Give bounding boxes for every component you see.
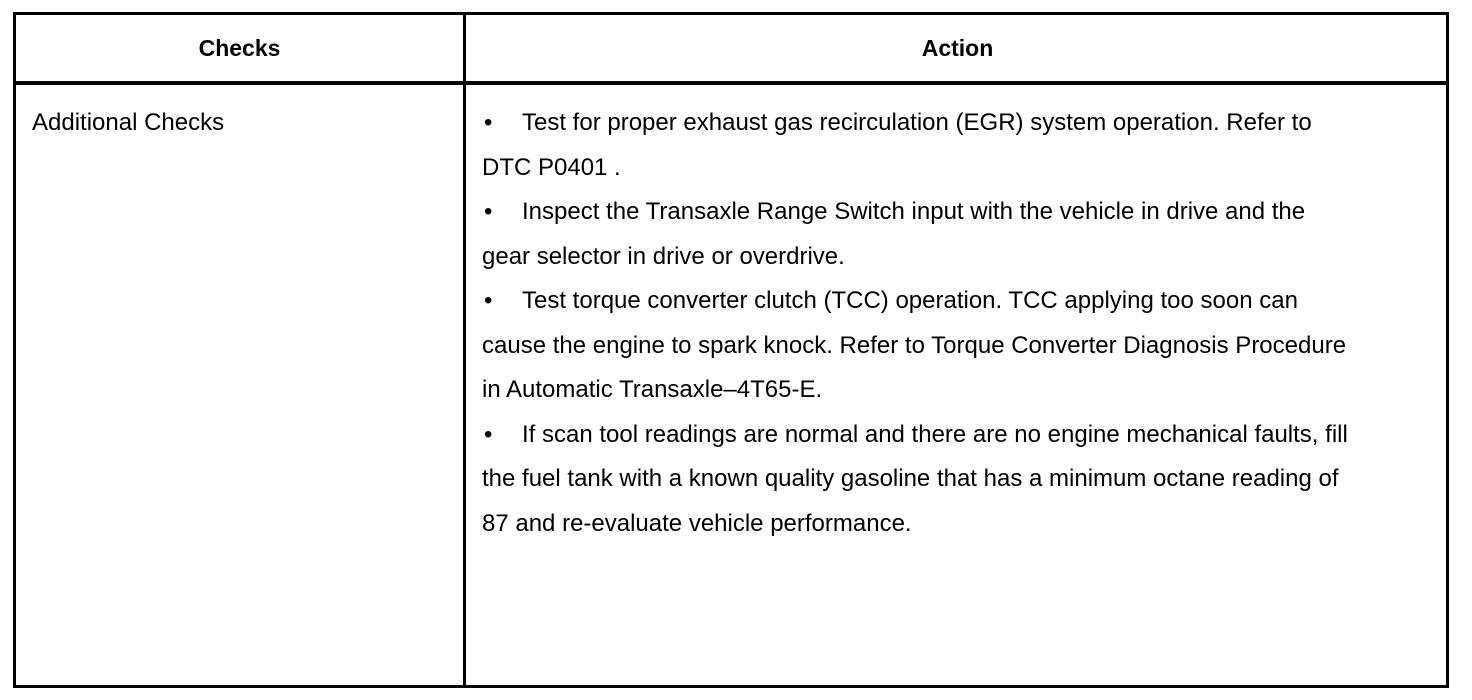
action-text: Inspect the Transaxle Range Switch input with the vehicle in drive and the gear selector in drive or overdrive. xyxy=(482,198,1306,270)
action-item-1 xyxy=(482,101,1352,190)
action-text: If scan tool readings are normal and there are no engine mechanical faults, fill the fuel tank with a known quality gasoline that has a minimum octane reading of 87 and re-evaluate vehicle performance. xyxy=(482,420,1348,537)
action-item-3 xyxy=(482,279,1352,413)
bullet-icon: • xyxy=(484,198,493,225)
header-divider xyxy=(16,81,1446,85)
action-list xyxy=(482,101,1352,546)
action-text: Test torque converter clutch (TCC) operation. TCC applying too soon can cause the engine to spark knock. Refer to Torque Converter Diagnosis Procedure in Automatic Transaxle–4T65-E. xyxy=(482,287,1347,403)
header-action: Action xyxy=(921,34,994,61)
header-checks: Checks xyxy=(198,34,281,61)
action-item-4 xyxy=(482,413,1352,547)
bullet-icon: • xyxy=(484,420,493,448)
column-divider xyxy=(463,15,466,685)
checks-action-table xyxy=(13,12,1449,688)
action-text: Test for proper exhaust gas recirculation (EGR) system operation. Refer to DTC P0401 . xyxy=(482,109,1312,181)
action-item-2 xyxy=(482,190,1352,279)
bullet-icon: • xyxy=(484,109,493,136)
bullet-icon: • xyxy=(484,287,493,314)
check-label: Additional Checks xyxy=(32,109,225,136)
